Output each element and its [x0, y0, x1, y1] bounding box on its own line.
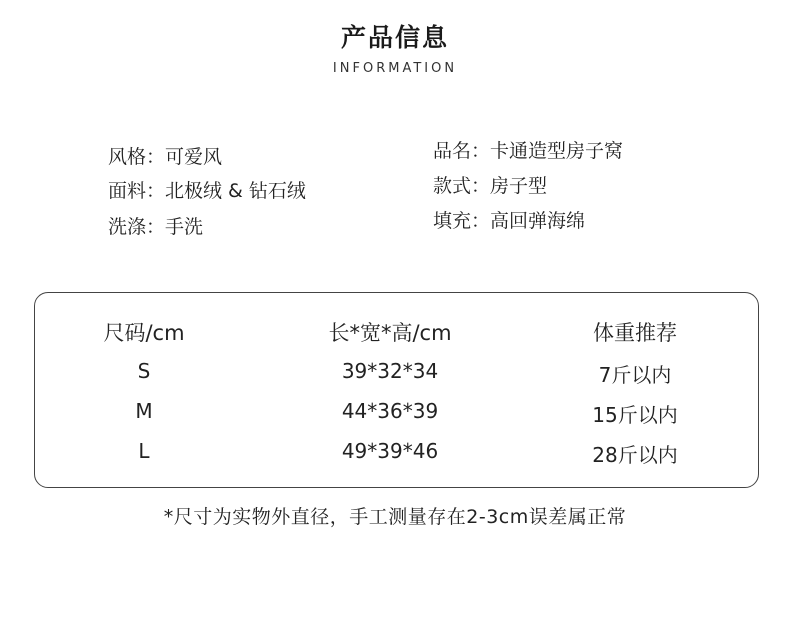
- page-title: 产品信息: [340, 23, 449, 52]
- size-table: [34, 292, 759, 488]
- table-header-dimensions: 长*宽*高/cm: [328, 321, 452, 345]
- info-value: 房子型: [490, 175, 548, 197]
- measurement-note: *尺寸为实物外直径，手工测量存在2-3cm误差属正常: [163, 506, 627, 528]
- info-value: 北极绒 & 钻石绒: [165, 180, 306, 202]
- info-filling: [433, 206, 585, 233]
- table-cell-size: L: [138, 439, 150, 463]
- table-cell-size: M: [135, 399, 153, 423]
- info-value: 手洗: [165, 216, 204, 238]
- table-cell-dimensions: 39*32*34: [341, 359, 439, 383]
- info-label: 风格：: [108, 146, 166, 168]
- page-subtitle: INFORMATION: [332, 61, 458, 76]
- info-washing: [108, 212, 203, 239]
- table-header-weight: 体重推荐: [593, 321, 677, 345]
- info-label: 面料：: [108, 180, 166, 202]
- info-product-name: [433, 136, 623, 163]
- info-label: 款式：: [433, 175, 491, 197]
- info-label: 洗涤：: [108, 216, 166, 238]
- table-header-size: 尺码/cm: [103, 321, 185, 345]
- info-style: [108, 142, 222, 169]
- table-cell-dimensions: 44*36*39: [341, 399, 439, 423]
- info-value: 可爱风: [165, 146, 223, 168]
- info-model: [433, 171, 547, 198]
- table-cell-weight: 7斤以内: [598, 363, 672, 387]
- info-fabric: [108, 176, 306, 203]
- info-label: 填充：: [433, 210, 491, 232]
- table-cell-size: S: [137, 359, 151, 383]
- info-value: 卡通造型房子窝: [490, 140, 624, 162]
- table-cell-dimensions: 49*39*46: [341, 439, 439, 463]
- info-label: 品名：: [433, 140, 491, 162]
- table-cell-weight: 15斤以内: [592, 403, 678, 427]
- info-value: 高回弹海绵: [490, 210, 586, 232]
- table-cell-weight: 28斤以内: [592, 443, 678, 467]
